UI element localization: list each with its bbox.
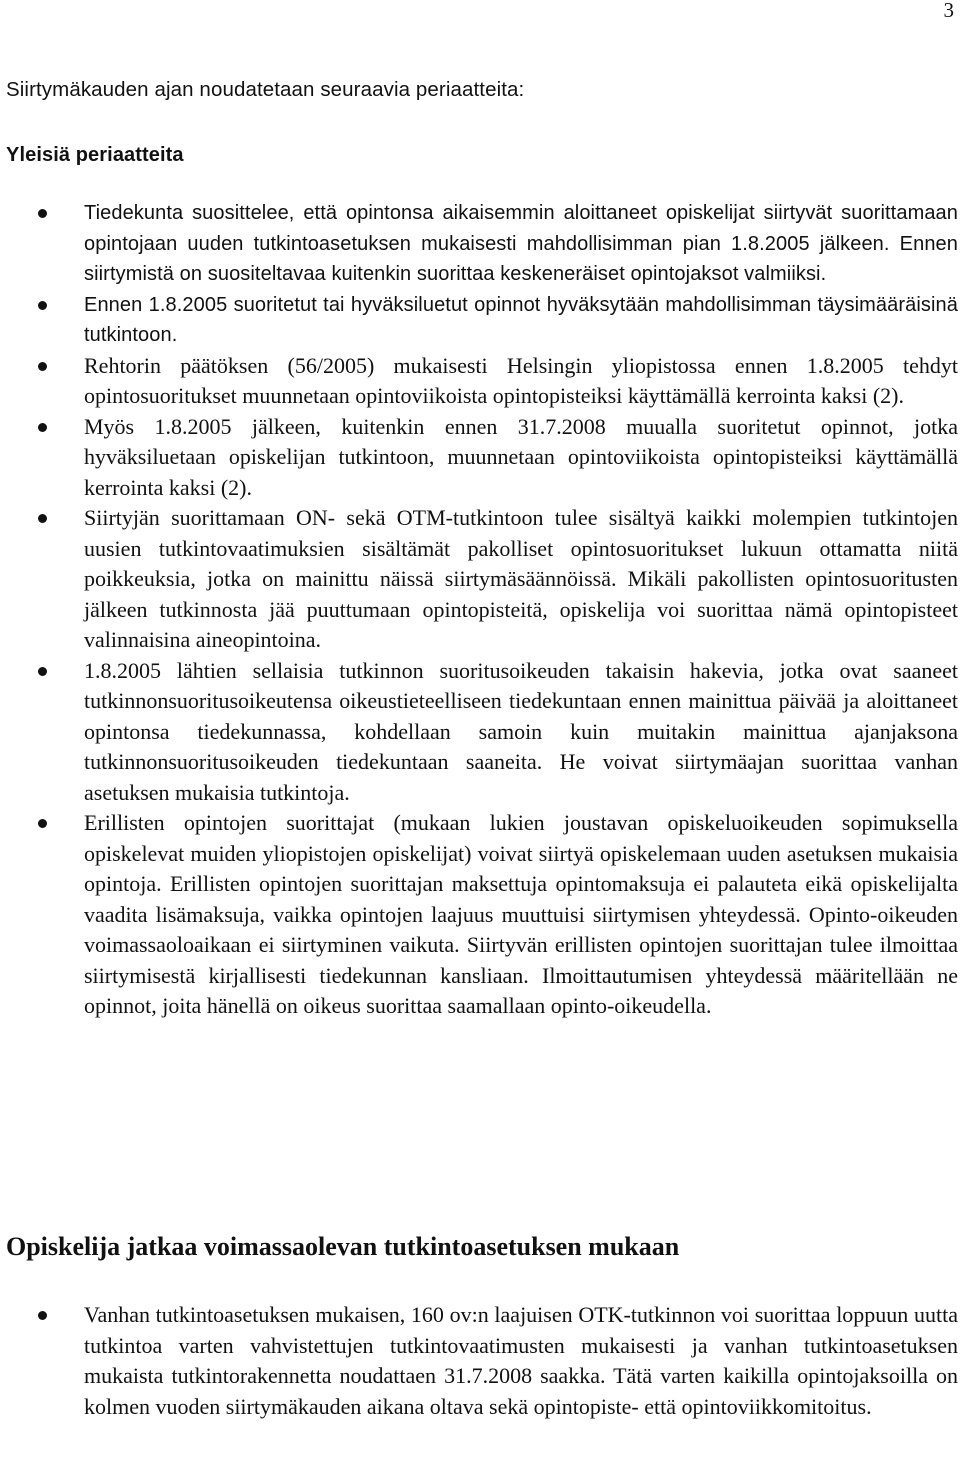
intro-text: Siirtymäkauden ajan noudatetaan seuraavia periaatteita:	[6, 78, 525, 101]
list-item-text: Rehtorin päätöksen (56/2005) mukaisesti Helsingin yliopistossa ennen 1.8.2005 tehdyt opintosuoritukset muunnetaan opintoviikoista opintopisteiksi käyttämällä kerrointa kaksi (2).	[84, 352, 958, 408]
bullet-icon	[38, 514, 47, 523]
list-item	[0, 412, 960, 504]
list-item-text: Siirtyjän suorittamaan ON- sekä OTM-tutkintoon tulee sisältyä kaikki molempien tutkintojen uusien tutkintovaatimuksien sisältämät pakolliset opintosuoritukset lukuun ottamatta niitä poikkeuksia, jotka on mainittu näissä siirtymäsäännöissä. Mikäli pakollisten opintosuoritusten jälkeen tutkinnosta jää puuttumaan opintopisteitä, opiskelija voi suorittaa nämä opintopisteet valinnaisina aineopintoina.	[84, 505, 958, 652]
bullet-icon	[38, 209, 47, 218]
bullet-icon	[38, 362, 47, 371]
bullet-icon	[38, 819, 47, 828]
section-heading-general: Yleisiä periaatteita	[6, 144, 184, 166]
list-item-text: Tiedekunta suosittelee, että opintonsa aikaisemmin aloittaneet opiskelijat siirtyvät suorittamaan opintojaan uuden tutkintoasetuksen mukaisesti mahdollisimman pian 1.8.2005 jälkeen. Ennen siirtymistä on suositeltavaa kuitenkin suorittaa keskeneräiset opintojaksot valmiiksi.	[84, 202, 958, 285]
bullet-icon	[38, 301, 47, 310]
list-item	[0, 351, 960, 412]
list-item	[0, 198, 960, 290]
section-heading-continue-old-degree: Opiskelija jatkaa voimassaolevan tutkintoasetuksen mukaan	[6, 1232, 680, 1261]
list-item	[0, 290, 960, 351]
list-item	[0, 1300, 960, 1422]
list-item-text: Myös 1.8.2005 jälkeen, kuitenkin ennen 31.7.2008 muualla suoritetut opinnot, jotka hyväksiluetaan opiskelijan tutkintoon, muunnetaan opintoviikoista opintopisteiksi käyttämällä kerrointa kaksi (2).	[84, 413, 958, 500]
bullet-icon	[38, 1311, 47, 1320]
list-item-text: Vanhan tutkintoasetuksen mukaisen, 160 ov:n laajuisen OTK-tutkinnon voi suorittaa loppuun uutta tutkintoa varten vahvistettujen tutkintovaatimusten mukaisesti ja vanhan tutkintoasetuksen mukaista tutkintorakennetta noudattaen 31.7.2008 saakka. Tätä varten kaikilla opintojaksoilla on kolmen vuoden siirtymäkauden aikana oltava sekä opintopiste- että opintoviikkomitoitus.	[84, 1302, 958, 1419]
list-item-text: Ennen 1.8.2005 suoritetut tai hyväksiluetut opinnot hyväksytään mahdollisimman täysimääräisinä tutkintoon.	[84, 293, 958, 346]
list-item	[0, 808, 960, 1022]
continue-old-degree-list	[0, 1300, 960, 1422]
bullet-icon	[38, 667, 47, 676]
list-item-text: 1.8.2005 lähtien sellaisia tutkinnon suoritusoikeuden takaisin hakevia, jotka ovat saaneet tutkinnonsuoritusoikeutensa oikeustieteelliseen tiedekuntaan ennen mainittua päivää ja aloittaneet opintonsa tiedekunnassa, kohdellaan samoin kuin muitakin mainittua ajanjaksona tutkinnonsuoritusoikeuden tiedekuntaan saaneita. He voivat siirtymäajan suorittaa vanhan asetuksen mukaisia tutkintoja.	[84, 657, 958, 805]
list-item	[0, 656, 960, 809]
list-item-text: Erillisten opintojen suorittajat (mukaan lukien joustavan opiskeluoikeuden sopimuksella opiskelevat muiden yliopistojen opiskelijat) voivat siirtyä opiskelemaan uuden asetuksen mukaisia opintoja. Erillisten opintojen suorittajan maksettuja opintomaksuja ei palauteta eikä opiskelijalta vaadita lisämaksuja, vaikka opintojen laajuus muuttuisi siirtymisen yhteydessä. Opinto-oikeuden voimassaoloaikaan ei siirtyminen vaikuta. Siirtyvän erillisten opintojen suorittajan tulee ilmoittaa siirtymisestä kirjallisesti tiedekunnan kansliaan. Ilmoittautumisen yhteydessä määritellään ne opinnot, joita hänellä on oikeus suorittaa saamallaan opinto-oikeudella.	[84, 810, 958, 1018]
bullet-icon	[38, 423, 47, 432]
page-number: 3	[943, 0, 954, 22]
list-item	[0, 503, 960, 656]
general-principles-list	[0, 198, 960, 1022]
